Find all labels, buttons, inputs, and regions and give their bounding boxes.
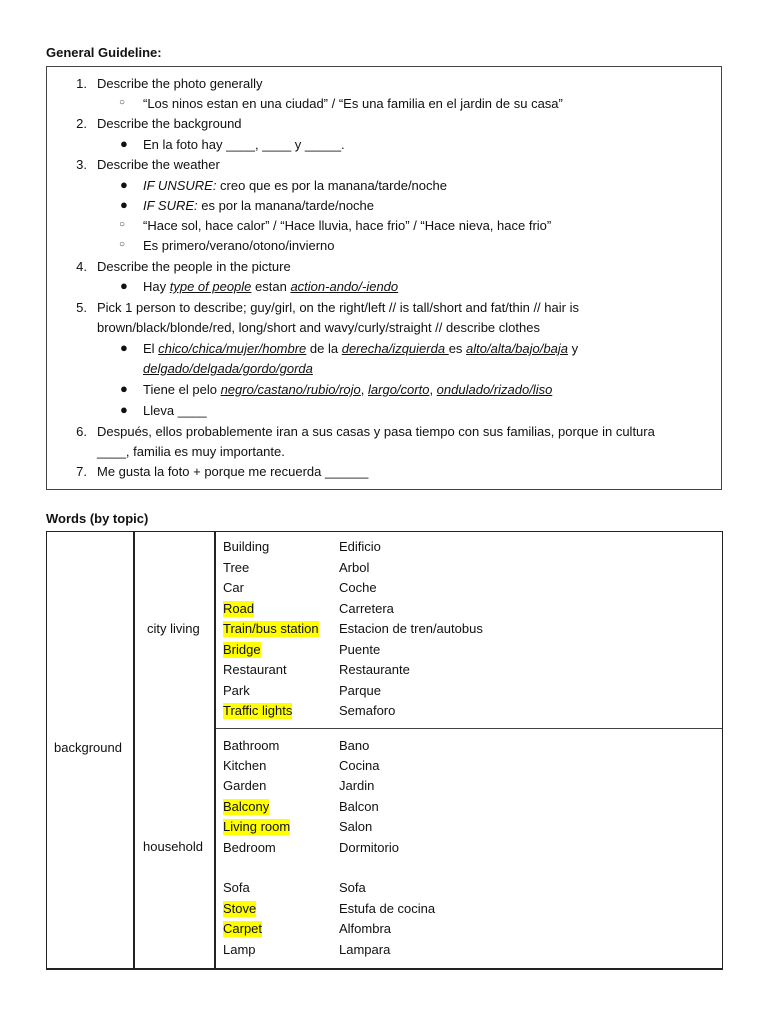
item-5-line-2: brown/black/blonde/red, long/short and wavy/curly/straight // describe clothes <box>97 320 540 335</box>
word-spanish: Dormitorio <box>339 840 399 855</box>
item-3d-text: Es primero/verano/otono/invierno <box>143 238 335 253</box>
item-1-text: Describe the photo generally <box>97 76 263 91</box>
table-divider <box>133 532 135 968</box>
underlined-run: derecha/izquierda <box>341 341 449 356</box>
word-english: Bridge <box>223 641 261 657</box>
word-english: Lamp <box>223 942 256 957</box>
bullet-icon: ● <box>120 381 128 396</box>
item-5-line-1: Pick 1 person to describe; guy/girl, on the right/left // is tall/short and fat/thin // hair is <box>97 300 579 315</box>
text-run: El <box>143 341 159 356</box>
text-run: , <box>429 382 437 397</box>
underlined-run: chico/chica/mujer/hombre <box>158 341 307 356</box>
general-guideline-heading: General Guideline: <box>46 45 162 60</box>
word-spanish: Sofa <box>339 880 366 895</box>
word-spanish: Restaurante <box>339 662 410 677</box>
bullet-icon: ● <box>120 340 128 355</box>
text-run: estan <box>251 279 291 294</box>
item-3b-body: es por la manana/tarde/noche <box>197 198 375 213</box>
word-spanish: Parque <box>339 682 381 698</box>
category-label: background <box>54 740 122 755</box>
words-table <box>46 531 723 970</box>
underlined-run: largo/corto <box>368 382 430 397</box>
item-4-text: Describe the people in the picture <box>97 259 291 274</box>
word-english: Sofa <box>223 880 250 895</box>
word-spanish: Arbol <box>339 559 370 575</box>
underlined-run: action-ando/-iendo <box>290 279 399 294</box>
word-spanish: Lampara <box>339 942 391 957</box>
word-english: Traffic lights <box>223 703 293 718</box>
item-6-line-1: Después, ellos probablemente iran a sus casas y pasa tiempo con sus familias, porque in cultura <box>97 424 655 439</box>
text-run: de la <box>306 341 342 356</box>
underlined-run: ondulado/rizado/liso <box>436 382 553 397</box>
bullet-icon: ● <box>120 177 128 192</box>
word-english: Restaurant <box>223 662 287 677</box>
item-5a-line-2 <box>143 361 313 377</box>
underlined-run: delgado/delgada/gordo/gorda <box>143 361 313 376</box>
word-spanish: Puente <box>339 641 381 657</box>
item-3c-text: “Hace sol, hace calor” / “Hace lluvia, hace frio” / “Hace nieva, hace frio” <box>143 218 552 233</box>
item-1a-text: “Los ninos estan en una ciudad” / “Es una familia en el jardin de su casa” <box>143 96 563 111</box>
circle-bullet-icon: ○ <box>119 219 126 230</box>
item-5a-text <box>143 341 578 357</box>
word-spanish: Coche <box>339 580 377 595</box>
word-spanish: Estacion de tren/autobus <box>339 621 483 636</box>
words-heading: Words (by topic) <box>46 511 149 526</box>
word-spanish: Salon <box>339 819 373 834</box>
word-english: Car <box>223 580 244 595</box>
text-run: y <box>567 341 579 356</box>
word-english: Stove <box>223 901 257 916</box>
item-3a-label: IF UNSURE: <box>143 178 217 193</box>
word-english: Park <box>223 682 250 698</box>
item-5c-text: Lleva ____ <box>143 403 207 418</box>
circle-bullet-icon: ○ <box>119 97 126 108</box>
bullet-icon: ● <box>120 197 128 212</box>
subcategory-household: household <box>143 839 203 854</box>
bullet-icon: ● <box>120 136 128 151</box>
word-english: Road <box>223 600 255 616</box>
item-3a-body: creo que es por la manana/tarde/noche <box>216 178 447 193</box>
word-spanish: Carretera <box>339 600 394 616</box>
underlined-run: alto/alta/bajo/baja <box>466 341 568 356</box>
text-run: Hay <box>143 279 170 294</box>
item-3a-text <box>143 178 447 194</box>
item-number: 5. <box>76 300 87 315</box>
underlined-run: type of people <box>169 279 252 294</box>
item-3-text: Describe the weather <box>97 157 220 172</box>
item-3b-label: IF SURE: <box>143 198 198 213</box>
bullet-icon: ● <box>120 402 128 417</box>
item-number: 7. <box>76 464 87 479</box>
word-spanish: Semaforo <box>339 703 396 718</box>
word-english: Balcony <box>223 799 270 814</box>
word-spanish: Alfombra <box>339 921 392 936</box>
word-spanish: Estufa de cocina <box>339 901 436 916</box>
bullet-icon: ● <box>120 278 128 293</box>
item-number: 4. <box>76 259 87 274</box>
word-spanish: Bano <box>339 738 370 753</box>
word-spanish: Jardin <box>339 778 375 793</box>
item-number: 1. <box>76 76 87 91</box>
word-spanish: Balcon <box>339 799 379 814</box>
item-2a-text: En la foto hay ____, ____ y _____. <box>143 137 345 152</box>
word-english: Train/bus station <box>223 621 319 636</box>
item-5b-text <box>143 382 552 398</box>
table-divider <box>216 728 722 729</box>
table-divider <box>214 532 216 968</box>
item-number: 3. <box>76 157 87 172</box>
item-number: 2. <box>76 116 87 131</box>
word-english: Living room <box>223 819 291 834</box>
word-english: Building <box>223 539 270 554</box>
word-spanish: Cocina <box>339 758 380 773</box>
item-3b-text <box>143 198 374 214</box>
word-english: Garden <box>223 778 267 793</box>
word-english: Tree <box>223 559 250 575</box>
word-english: Bedroom <box>223 840 276 855</box>
item-4a-text <box>143 279 398 295</box>
underlined-run: negro/castano/rubio/rojo <box>220 382 361 397</box>
circle-bullet-icon: ○ <box>119 239 126 250</box>
subcategory-city-living: city living <box>147 621 200 636</box>
word-english: Bathroom <box>223 738 280 753</box>
item-2-text: Describe the background <box>97 116 242 131</box>
item-6-line-2: ____, familia es muy importante. <box>97 444 285 459</box>
text-run: Tiene el pelo <box>143 382 221 397</box>
text-run: es <box>448 341 467 356</box>
word-english: Carpet <box>223 921 263 936</box>
item-number: 6. <box>76 424 87 439</box>
word-spanish: Edificio <box>339 539 381 554</box>
guideline-box <box>46 66 722 490</box>
item-7-text: Me gusta la foto + porque me recuerda ______ <box>97 464 369 479</box>
word-english: Kitchen <box>223 758 267 773</box>
text-run: , <box>360 382 369 397</box>
